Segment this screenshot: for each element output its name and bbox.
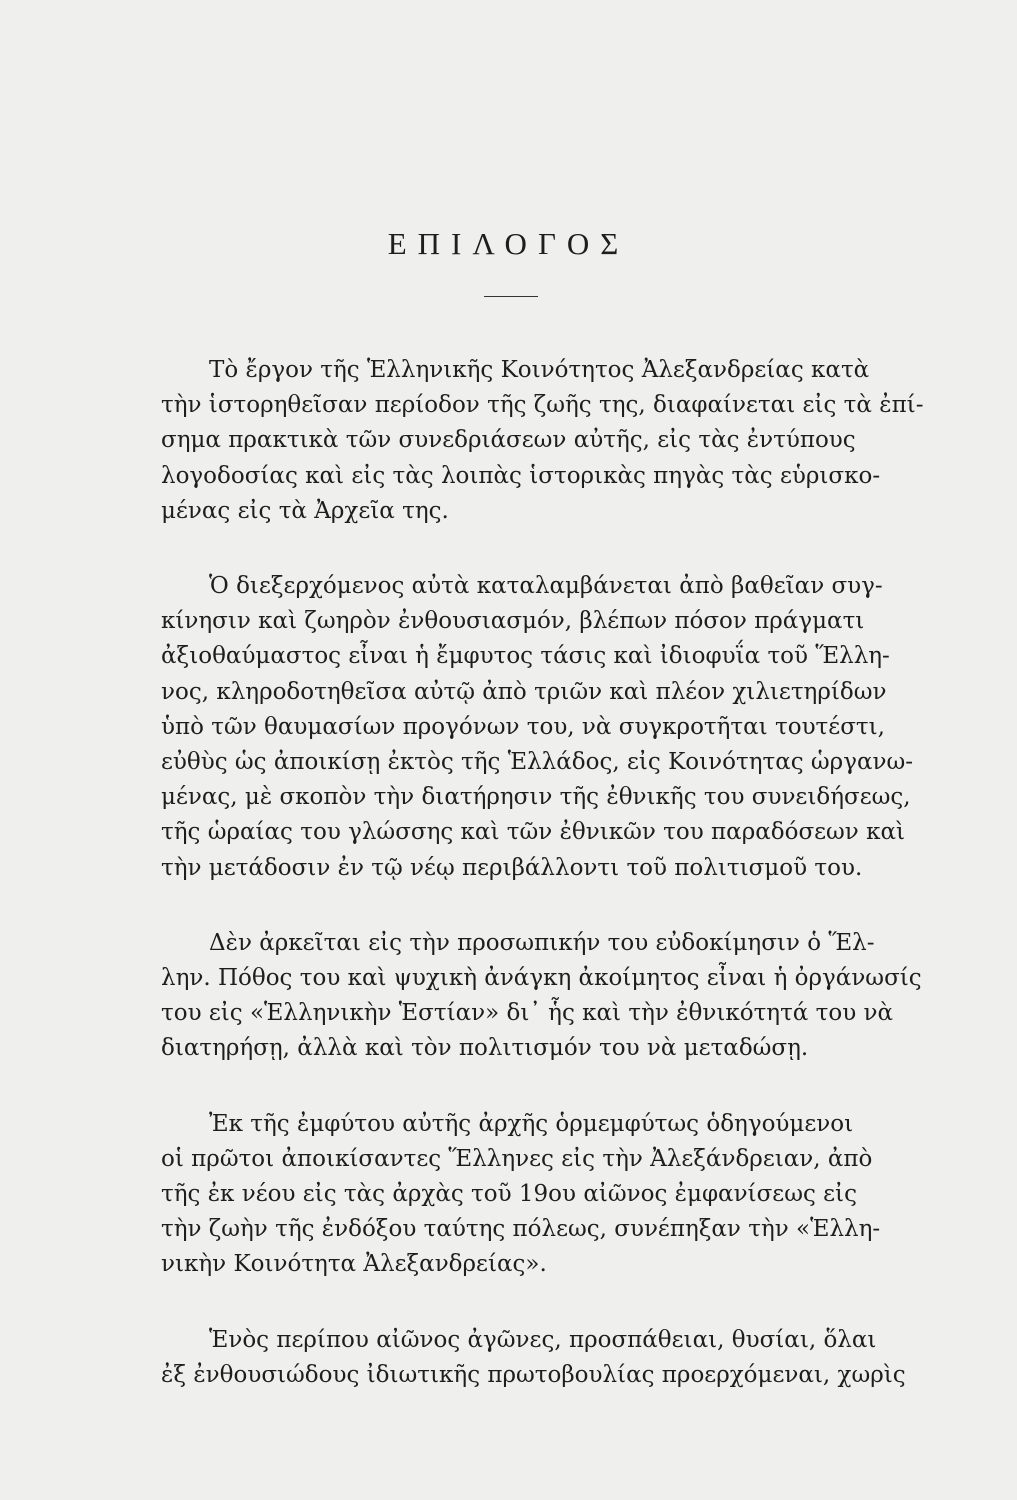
text-line: του εἰς «Ἑλληνικὴν Ἑστίαν» δι᾽ ἧς καὶ τὴν ἐθνικότητά του νὰ <box>161 1000 894 1027</box>
paragraph-1 <box>161 353 924 529</box>
text-line: Δὲν ἀρκεῖται εἰς τὴν προσωπικήν του εὐδοκίμησιν ὁ Ἕλ- <box>209 929 875 956</box>
paragraph-5 <box>161 1323 906 1393</box>
text-line: ἐξ ἐνθουσιώδους ἰδιωτικῆς πρωτοβουλίας προερχόμεναι, χωρὶς <box>161 1361 906 1388</box>
text-line: λην. Πόθος του καὶ ψυχικὴ ἀνάγκη ἀκοίμητος εἶναι ἡ ὀργάνωσίς <box>161 965 922 992</box>
text-line: Ἐκ τῆς ἐμφύτου αὐτῆς ἀρχῆς ὁρμεμφύτως ὁδηγούμενοι <box>209 1110 854 1137</box>
paragraph-2 <box>161 569 913 886</box>
text-line: τῆς ἐκ νέου εἰς τὰς ἀρχὰς τοῦ 19ου αἰῶνος ἐμφανίσεως εἰς <box>161 1181 857 1208</box>
text-line: κίνησιν καὶ ζωηρὸν ἐνθουσιασμόν, βλέπων πόσον πράγματι <box>161 608 865 635</box>
text-line: τὴν ζωὴν τῆς ἐνδόξου ταύτης πόλεως, συνέπηξαν τὴν «Ἑλλη- <box>161 1216 881 1243</box>
text-line: εὐθὺς ὡς ἀποικίσῃ ἐκτὸς τῆς Ἑλλάδος, εἰς Κοινότητας ὡργανω- <box>161 749 913 776</box>
text-line: τὴν ἱστορηθεῖσαν περίοδον τῆς ζωῆς της, διαφαίνεται εἰς τὰ ἐπί- <box>161 392 924 419</box>
text-line: τὴν μετάδοσιν ἐν τῷ νέῳ περιβάλλοντι τοῦ πολιτισμοῦ του. <box>161 854 863 881</box>
text-line: μένας εἰς τὰ Ἀρχεῖα της. <box>161 497 449 524</box>
text-line: μένας, μὲ σκοπὸν τὴν διατήρησιν τῆς ἐθνικῆς του συνειδήσεως, <box>161 784 911 811</box>
text-line: ὑπὸ τῶν θαυμασίων προγόνων του, νὰ συγκροτῆται τουτέστι, <box>161 713 885 740</box>
text-line: Ὁ διεξερχόμενος αὐτὰ καταλαμβάνεται ἀπὸ βαθεῖαν συγ- <box>209 573 883 600</box>
title-divider <box>484 296 538 297</box>
text-line: λογοδοσίας καὶ εἰς τὰς λοιπὰς ἱστορικὰς πηγὰς τὰς εὑρισκο- <box>161 462 881 489</box>
text-line: διατηρήσῃ, ἀλλὰ καὶ τὸν πολιτισμόν του νὰ μεταδώσῃ. <box>161 1035 809 1062</box>
text-line: νικὴν Κοινότητα Ἀλεξανδρείας». <box>161 1251 547 1278</box>
text-line: τῆς ὡραίας του γλώσσης καὶ τῶν ἐθνικῶν του παραδόσεων καὶ <box>161 819 906 846</box>
text-line: οἱ πρῶτοι ἀποικίσαντες Ἕλληνες εἰς τὴν Ἀλεξάνδρειαν, ἀπὸ <box>161 1145 873 1172</box>
paragraph-4 <box>161 1107 881 1283</box>
page-title: ΕΠΙΛΟΓΟΣ <box>387 226 630 261</box>
body-text <box>161 353 924 1433</box>
text-line: Ἑνὸς περίπου αἰῶνος ἀγῶνες, προσπάθειαι, θυσίαι, ὅλαι <box>209 1326 877 1353</box>
text-line: ἀξιοθαύμαστος εἶναι ἡ ἔμφυτος τάσις καὶ ἰδιοφυΐα τοῦ Ἕλλη- <box>161 643 890 670</box>
text-line: Τὸ ἔργον τῆς Ἑλληνικῆς Κοινότητος Ἀλεξανδρείας κατὰ <box>209 357 870 383</box>
text-line: νος, κληροδοτηθεῖσα αὐτῷ ἀπὸ τριῶν καὶ πλέον χιλιετηρίδων <box>161 678 887 705</box>
text-line: σημα πρακτικὰ τῶν συνεδριάσεων αὐτῆς, εἰς τὰς ἐντύπους <box>161 427 856 454</box>
paragraph-3 <box>161 926 922 1067</box>
